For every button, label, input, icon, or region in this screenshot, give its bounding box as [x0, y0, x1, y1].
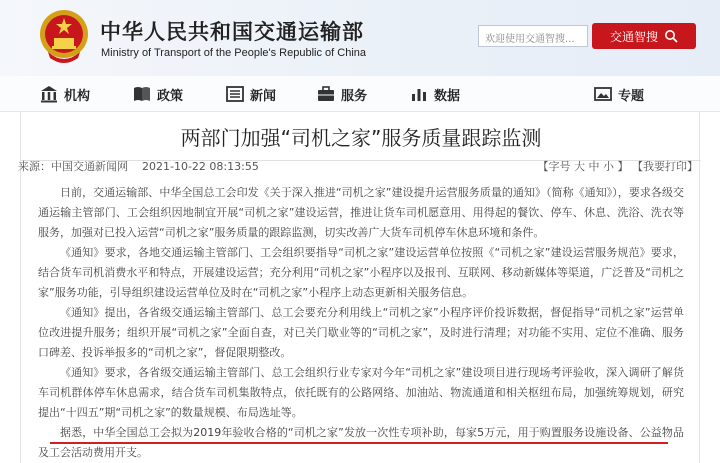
search-button-label: 交通智搜 — [609, 29, 658, 44]
article-datetime: 2021-10-22 08:13:55 — [142, 160, 259, 173]
article-title: 两部门加强“司机之家”服务质量跟踪监测 — [180, 126, 542, 150]
article-meta — [18, 158, 259, 174]
institution-icon — [40, 85, 58, 103]
national-emblem-icon[interactable] — [38, 8, 90, 66]
article-tools — [538, 158, 699, 174]
article-paragraph: 《通知》要求，各省级交通运输主管部门、总工会组织行业专家对今年“司机之家”建设项目进行现场考评验收，深入调研了解货车司机群体停车休息需求，结合货车司机集散特点，依托既有的公路网络、加油站、物流通道和相关枢纽布局，加强统筹规划，研究提出“十四五”期“司机之家”的数量规模、布局选址等。 — [38, 366, 684, 419]
main-nav — [0, 76, 720, 112]
article-paragraph: 《通知》要求，各地交通运输主管部门、工会组织要指导“司机之家”建设运营单位按照《“司机之家”建设运营服务规范》要求，结合货车司机消费水平和特点，开展建设运营；充分利用“司机之家”小程序以及报刊、互联网、移动新媒体等渠道，广泛普及“司机之家”服务功能，引导组织建设运营单位及时在“司机之家”小程序上动态更新相关服务信息。 — [38, 246, 684, 299]
nav-label: 服务 — [341, 88, 368, 104]
nav-label: 专题 — [618, 88, 645, 104]
search-input[interactable]: 欢迎使用交通智搜... — [478, 25, 588, 47]
service-icon — [317, 85, 335, 103]
highlight-underline — [50, 442, 668, 444]
site-header — [0, 0, 720, 76]
nav-item-institution[interactable] — [40, 76, 90, 112]
nav-label: 政策 — [157, 88, 184, 104]
nav-label: 数据 — [434, 88, 461, 104]
bar-chart-icon — [410, 85, 428, 103]
nav-item-news[interactable] — [226, 76, 276, 112]
print-link[interactable]: 【我要打印】 — [632, 160, 698, 173]
search-button[interactable] — [592, 23, 696, 49]
topic-icon — [594, 85, 612, 103]
article-source: 来源：中国交通新闻网 — [18, 160, 128, 173]
font-size-control[interactable]: 【字号 大 中 小 】 — [537, 160, 629, 173]
nav-label: 新闻 — [250, 88, 277, 104]
nav-item-topic[interactable] — [594, 76, 644, 112]
site-title-cn[interactable]: 中华人民共和国交通运输部 — [100, 20, 364, 44]
article-paragraph: 《通知》提出，各省级交通运输主管部门、总工会要充分利用线上“司机之家”小程序评价投诉数据，督促指导“司机之家”运营单位改进提升服务；组织开展“司机之家”全面自查，对已关门歇业等的“司机之家”，及时进行清理；对功能不实用、定位不准确、服务口碑差、投诉举报多的“司机之家”，督促限期整改。 — [38, 306, 684, 359]
nav-item-service[interactable] — [317, 76, 367, 112]
newspaper-icon — [226, 85, 244, 103]
nav-item-policy[interactable] — [133, 76, 183, 112]
search-icon — [664, 29, 678, 43]
article-paragraph: 日前，交通运输部、中华全国总工会印发《关于深入推进“司机之家”建设提升运营服务质量的通知》（简称《通知》），要求各级交通运输主管部门、工会组织因地制宜开展“司机之家”建设运营，推进让货车司机愿意用、用得起的餐饮、停车、休息、洗浴、洗衣等服务，加强对已投入运营“司机之家”服务质量的跟踪监测，切实改善广大货车司机停车休息环境和条件。 — [38, 186, 684, 239]
site-title-en: Ministry of Transport of the People's Republic of China — [101, 47, 367, 59]
book-icon — [133, 85, 151, 103]
article-paragraph-highlighted: 据悉，中华全国总工会拟为2019年验收合格的“司机之家”发放一次性专项补助，每家5万元，用于购置服务设施设备、公益物品及工会活动费用开支。 — [38, 426, 684, 459]
nav-label: 机构 — [64, 88, 91, 104]
nav-item-data[interactable] — [410, 76, 460, 112]
